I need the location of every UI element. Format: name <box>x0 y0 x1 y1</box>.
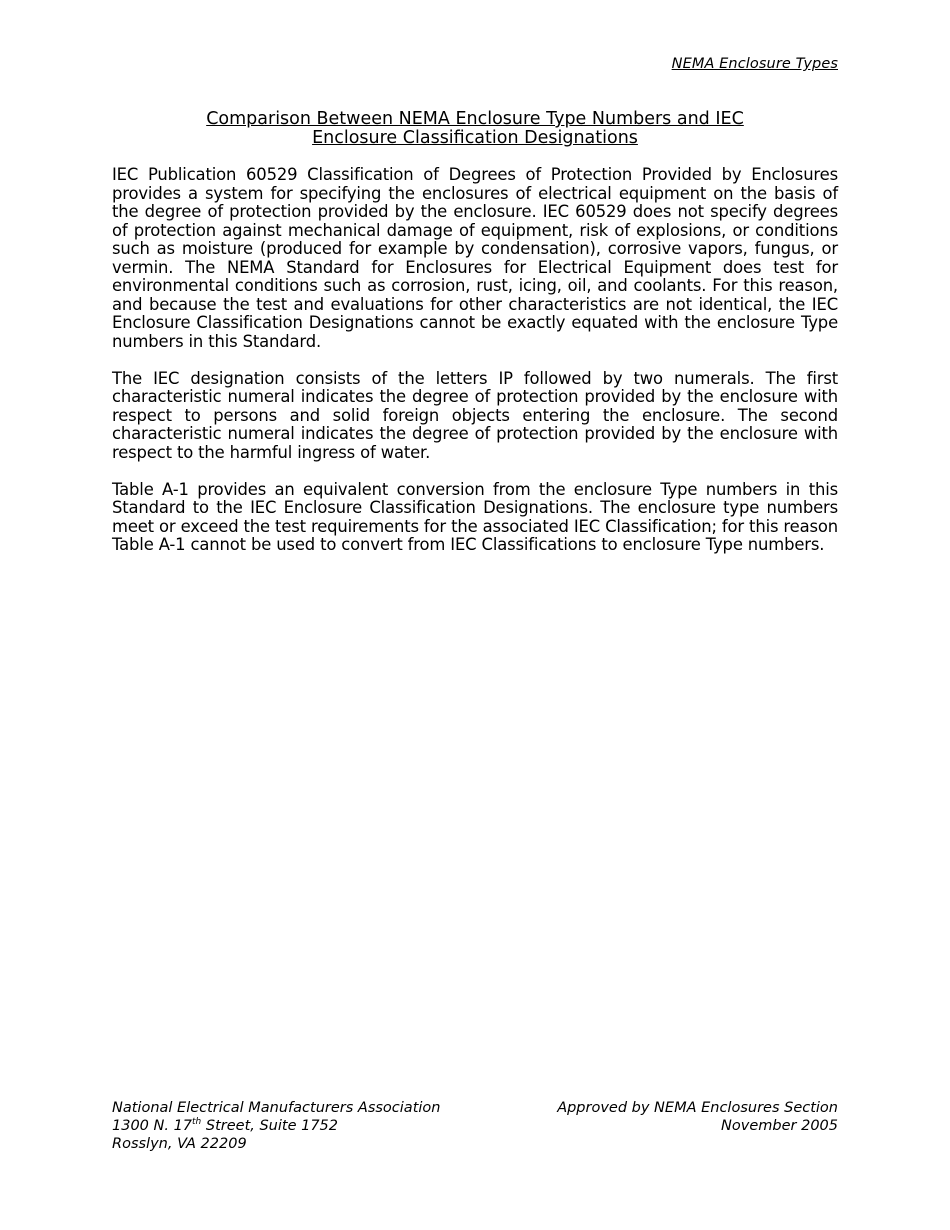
paragraph-1: IEC Publication 60529 Classification of Degrees of Protection Provided by Enclosures provides a system for specifying the enclosures of electrical equipment on the basis of the degree of protection provided by the enclosure. IEC 60529 does not specify degrees of protection against mechanical damage of equipment, risk of explosions, or conditions such as moisture (produced for example by condensation), corrosive vapors, fungus, or vermin. The NEMA Standard for Enclosures for Electrical Equipment does test for environmental conditions such as corrosion, rust, icing, oil, and coolants. For this reason, and because the test and evaluations for other characteristics are not identical, the IEC Enclosure Classification Designations cannot be exactly equated with the enclosure Type numbers in this Standard. <box>112 165 838 351</box>
footer-city: Rosslyn, VA 22209 <box>112 1136 247 1153</box>
footer-organization: National Electrical Manufacturers Association <box>112 1100 441 1116</box>
title-line-1: Comparison Between NEMA Enclosure Type Numbers and IEC <box>206 109 744 129</box>
paragraph-2: The IEC designation consists of the letters IP followed by two numerals. The first characteristic numeral indicates the degree of protection provided by the enclosure with respect to persons and solid foreign objects entering the enclosure. The second characteristic numeral indicates the degree of protection provided by the enclosure with respect to the harmful ingress of water. <box>112 368 838 462</box>
footer-approval-text: Approved by NEMA Enclosures Section <box>557 1100 838 1116</box>
running-header: NEMA Enclosure Types <box>671 56 838 72</box>
body-text <box>112 166 838 573</box>
paragraph-3: Table A-1 provides an equivalent conversion from the enclosure Type numbers in this Standard to the IEC Enclosure Classification Designations. The enclosure type numbers meet or exceed the test requirements for the associated IEC Classification; for this reason Table A-1 cannot be used to convert from IEC Classifications to enclosure Type numbers. <box>112 479 838 554</box>
footer-date: November 2005 <box>721 1118 838 1135</box>
footer-address <box>112 1099 440 1154</box>
title-line-2: Enclosure Classification Designations <box>312 128 638 148</box>
page-title <box>112 110 838 148</box>
footer-approval <box>557 1099 838 1135</box>
footer-street: 1300 N. 17th Street, Suite 1752 <box>112 1117 339 1135</box>
